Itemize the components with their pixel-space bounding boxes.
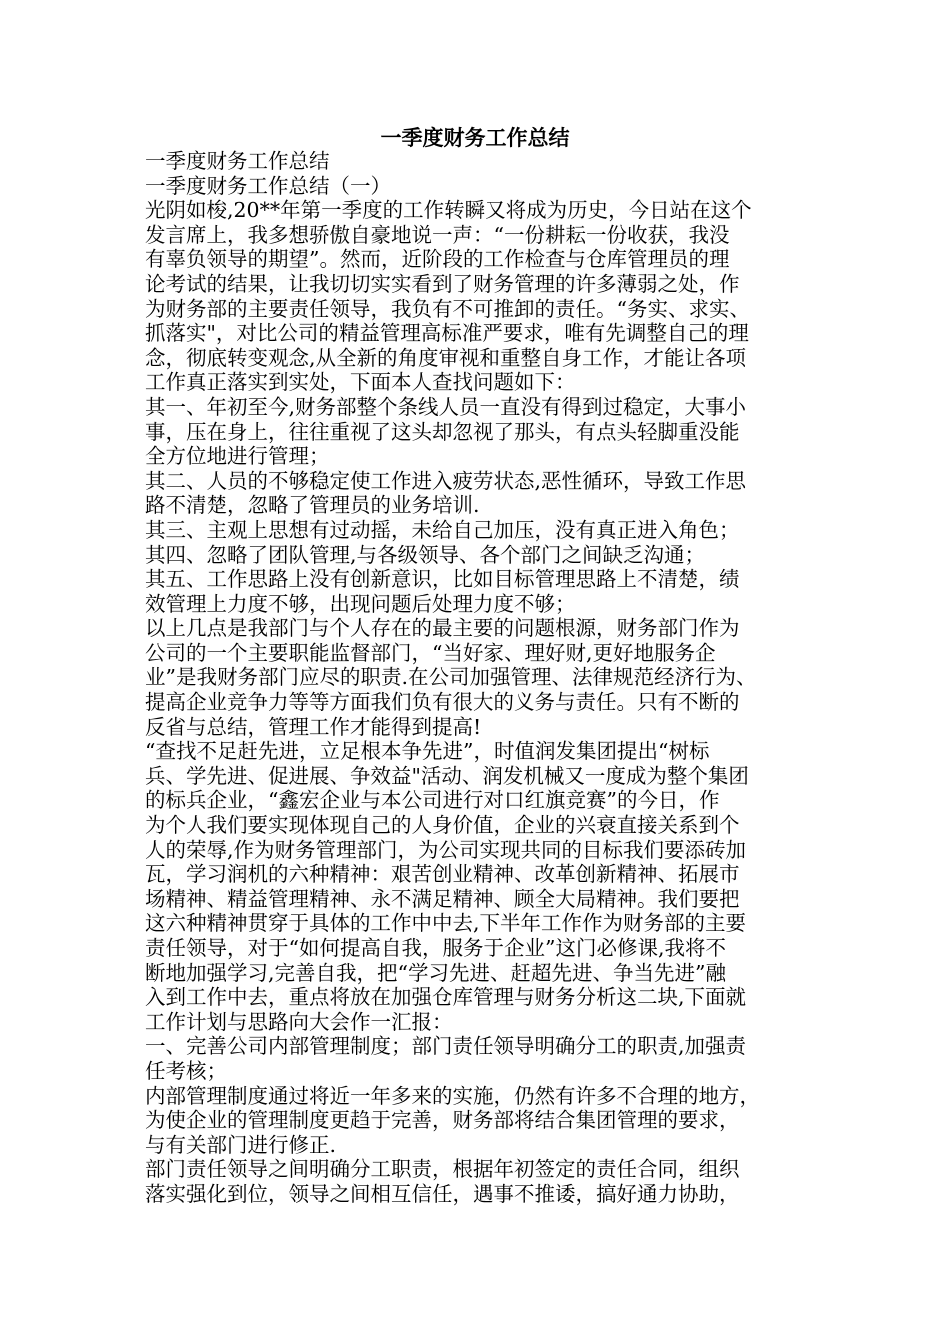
- text-line: 提高企业竞争力等等方面我们负有很大的义务与责任。只有不断的: [145, 690, 740, 715]
- text-line: 一季度财务工作总结（一）: [145, 173, 391, 198]
- text-line: 全方位地进行管理；: [145, 444, 330, 469]
- document-title: 一季度财务工作总结: [380, 125, 570, 150]
- text-line: 责任领导，对于“如何提高自我，服务于企业”这门必修课,我将不: [145, 936, 726, 960]
- text-line: 部门责任领导之间明确分工职责，根据年初签定的责任合同，组织: [145, 1157, 740, 1182]
- text-line: 念，彻底转变观念,从全新的角度审视和重整自身工作，才能让各项: [145, 345, 747, 370]
- text-line: 论考试的结果，让我切切实实看到了财务管理的许多薄弱之处，作: [145, 271, 740, 296]
- text-line: 为个人我们要实现体现自己的人身价值，企业的兴衰直接关系到个: [145, 813, 740, 838]
- text-line: 人的荣辱,作为财务管理部门，为公司实现共同的目标我们要添砖加: [145, 837, 747, 862]
- text-line: 发言席上，我多想骄傲自豪地说一声：“一份耕耘一份收获，我没: [145, 222, 730, 247]
- text-line: 入到工作中去，重点将放在加强仓库管理与财务分析这二块,下面就: [145, 985, 747, 1010]
- text-line: 反省与总结，管理工作才能得到提高!: [145, 714, 482, 739]
- text-line: 其三、主观上思想有过动摇，未给自己加压，没有真正进入角色；: [145, 517, 740, 542]
- text-line: 的标兵企业，“鑫宏企业与本公司进行对口红旗竞赛”的今日，作: [145, 788, 720, 813]
- text-line: 其一、年初至今,财务部整个条线人员一直没有得到过稳定，大事小: [145, 394, 747, 419]
- text-line: 这六种精神贯穿于具体的工作中中去,下半年工作作为财务部的主要: [145, 911, 747, 936]
- text-line: 路不清楚，忽略了管理员的业务培训.: [145, 493, 480, 518]
- text-line: 一季度财务工作总结: [145, 149, 330, 173]
- text-line: “查找不足赶先进，立足根本争先进”，时值润发集团提出“树标: [145, 739, 710, 764]
- text-line: 其二、人员的不够稳定使工作进入疲劳状态,恶性循环，导致工作思: [145, 468, 747, 493]
- text-line: 其四、忽略了团队管理,与各级领导、各个部门之间缺乏沟通；: [145, 542, 706, 567]
- text-line: 任考核；: [145, 1058, 227, 1083]
- text-line: 业”是我财务部门应尽的职责.在公司加强管理、法律规范经济行为、: [145, 665, 757, 690]
- text-line: 工作计划与思路向大会作一汇报：: [145, 1009, 453, 1034]
- text-line: 工作真正落实到实处，下面本人查找问题如下：: [145, 370, 576, 395]
- text-line: 内部管理制度通过将近一年多来的实施，仍然有许多不合理的地方，: [145, 1083, 760, 1108]
- text-line: 事，压在身上，往往重视了这头却忽视了那头，有点头轻脚重没能: [145, 419, 740, 444]
- text-line: 为使企业的管理制度更趋于完善，财务部将结合集团管理的要求，: [145, 1108, 740, 1133]
- text-line: 瓦，学习润机的六种精神：艰苦创业精神、改革创新精神、拓展市: [145, 862, 740, 887]
- text-line: 有辜负领导的期望”。然而，近阶段的工作检查与仓库管理员的理: [145, 247, 730, 272]
- text-line: 场精神、精益管理精神、永不满足精神、顾全大局精神。我们要把: [145, 886, 740, 911]
- text-line: 兵、学先进、促进展、争效益"活动、润发机械又一度成为整个集团: [145, 763, 749, 788]
- text-line: 光阴如梭,20**年第一季度的工作转瞬又将成为历史，今日站在这个: [145, 198, 752, 223]
- text-line: 为财务部的主要责任领导，我负有不可推卸的责任。“务实、求实、: [145, 296, 750, 321]
- text-line: 效管理上力度不够，出现问题后处理力度不够；: [145, 591, 576, 616]
- text-line: 抓落实"，对比公司的精益管理高标准严要求，唯有先调整自己的理: [145, 321, 749, 346]
- text-line: 其五、工作思路上没有创新意识，比如目标管理思路上不清楚，绩: [145, 567, 740, 592]
- text-line: 与有关部门进行修正.: [145, 1132, 337, 1157]
- text-line: 断地加强学习,完善自我，把“学习先进、赶超先进、争当先进”融: [145, 960, 726, 985]
- text-line: 一、完善公司内部管理制度；部门责任领导明确分工的职责,加强责: [145, 1034, 747, 1059]
- text-line: 公司的一个主要职能监督部门，“当好家、理好财,更好地服务企: [145, 640, 716, 665]
- document-body: [145, 149, 825, 1207]
- text-line: 以上几点是我部门与个人存在的最主要的问题根源，财务部门作为: [145, 616, 740, 641]
- text-line: 落实强化到位，领导之间相互信任，遇事不推诿，搞好通力协助，: [145, 1181, 740, 1206]
